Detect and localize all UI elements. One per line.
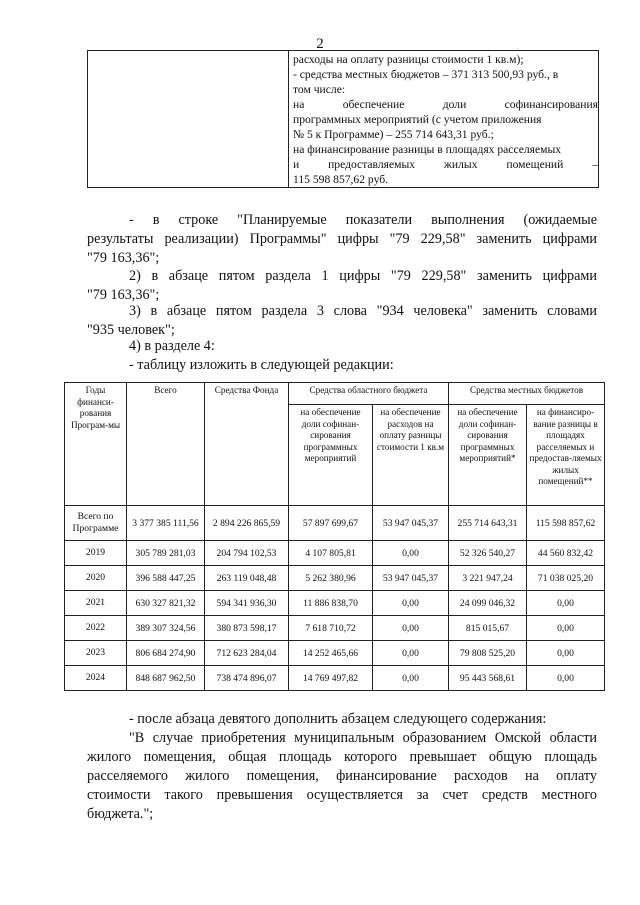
cell-regional-cofinancing: 4 107 805,81 <box>289 541 373 566</box>
header-total: Всего <box>127 383 205 506</box>
row-label: 2022 <box>65 616 127 641</box>
table-row <box>65 591 605 616</box>
cell-regional-cofinancing: 11 886 838,70 <box>289 591 373 616</box>
header-fund: Средства Фонда <box>205 383 289 506</box>
cell-regional-price-difference: 0,00 <box>373 541 449 566</box>
cell-line: - средства местных бюджетов – 371 313 500,93 руб., в <box>293 68 559 81</box>
row-label: 2019 <box>65 541 127 566</box>
cell-regional-price-difference: 0,00 <box>373 641 449 666</box>
cell-local-cofinancing: 95 443 568,61 <box>449 666 527 691</box>
cell-line: на финансирование разницы в площадях расселяемых <box>293 143 562 156</box>
cell-total: 305 789 281,03 <box>127 541 205 566</box>
cell-regional-cofinancing: 57 897 699,67 <box>289 506 373 541</box>
cell-fund: 204 794 102,53 <box>205 541 289 566</box>
cell-regional-cofinancing: 5 262 380,96 <box>289 566 373 591</box>
cell-local-area-difference: 44 560 832,42 <box>527 541 605 566</box>
amendment-paragraph-2: 2) в абзаце пятом раздела 1 цифры "79 229,58" заменить цифрами "79 163,36"; <box>87 268 597 303</box>
row-label: 2020 <box>65 566 127 591</box>
row-label: 2021 <box>65 591 127 616</box>
table-row <box>65 666 605 691</box>
cell-total: 389 307 324,56 <box>127 616 205 641</box>
cell-fund: 263 119 048,48 <box>205 566 289 591</box>
cell-local-area-difference: 0,00 <box>527 666 605 691</box>
header-regional-cofinancing: на обеспечение доли софинан-сирования программных мероприятий <box>289 405 373 506</box>
table-row <box>65 616 605 641</box>
cell-line: и предоставляемых жилых помещений – <box>293 158 598 171</box>
row-label: 2024 <box>65 666 127 691</box>
cell-local-cofinancing: 3 221 947,24 <box>449 566 527 591</box>
continuation-table <box>87 50 599 188</box>
cell-local-area-difference: 0,00 <box>527 591 605 616</box>
cell-fund: 594 341 936,30 <box>205 591 289 616</box>
cell-total: 806 684 274,90 <box>127 641 205 666</box>
cell-line: программных мероприятий (с учетом приложения <box>293 113 542 126</box>
cell-line: расходы на оплату разницы стоимости 1 кв.м); <box>293 53 524 66</box>
amendment-paragraph-6: - после абзаца девятого дополнить абзацем следующего содержания: <box>129 711 547 727</box>
cell-line: 115 598 857,62 руб. <box>293 173 389 186</box>
cell-local-area-difference: 115 598 857,62 <box>527 506 605 541</box>
inserted-paragraph: "В случае приобретения муниципальным образованием Омской области жилого помещения, общая площадь которого превышает общую площадь расселяемого жилого помещения, финансирование расходов на оплату стоимости такого превышения осуществляется за счет средств местного бюджета."; <box>87 730 597 822</box>
row-label: 2023 <box>65 641 127 666</box>
header-years: Годы финанси-рования Програм-мы <box>65 383 127 506</box>
table-row <box>65 541 605 566</box>
cell-fund: 380 873 598,17 <box>205 616 289 641</box>
row-label: Всего по Программе <box>65 506 127 541</box>
cell-local-cofinancing: 52 326 540,27 <box>449 541 527 566</box>
cell-total: 396 588 447,25 <box>127 566 205 591</box>
cell-fund: 738 474 896,07 <box>205 666 289 691</box>
header-local-area-difference: на финансиро-вание разницы в площадях расселяемых и предостав-ляемых жилых помещений** <box>527 405 605 506</box>
cell-line: № 5 к Программе) – 255 714 643,31 руб.; <box>293 128 494 141</box>
cell-regional-price-difference: 0,00 <box>373 666 449 691</box>
header-regional-price-difference: на обеспечение расходов на оплату разницы стоимости 1 кв.м <box>373 405 449 506</box>
cell-regional-cofinancing: 14 769 497,82 <box>289 666 373 691</box>
table-row <box>65 506 605 541</box>
cell-local-area-difference: 0,00 <box>527 616 605 641</box>
table-row <box>65 566 605 591</box>
financing-text-cell <box>289 51 599 188</box>
cell-local-cofinancing: 24 099 046,32 <box>449 591 527 616</box>
cell-line: том числе: <box>293 83 346 96</box>
header-local-budgets: Средства местных бюджетов <box>449 383 605 405</box>
cell-local-area-difference: 71 038 025,20 <box>527 566 605 591</box>
header-local-cofinancing: на обеспечение доли софинан-сирования программных мероприятий* <box>449 405 527 506</box>
cell-total: 3 377 385 111,56 <box>127 506 205 541</box>
cell-local-cofinancing: 79 808 525,20 <box>449 641 527 666</box>
amendment-paragraph-4: 4) в разделе 4: - таблицу изложить в следующей редакции: <box>129 338 394 373</box>
cell-line: на обеспечение доли софинансирования <box>293 98 598 111</box>
cell-regional-price-difference: 0,00 <box>373 616 449 641</box>
page-number: 2 <box>316 36 324 52</box>
financing-table <box>64 382 605 691</box>
amendment-paragraph-3: 3) в абзаце пятом раздела 3 слова "934 человека" заменить словами "935 человек"; <box>87 303 597 338</box>
amendment-paragraph-1: - в строке "Планируемые показатели выполнения (ожидаемые результаты реализации) Программы" цифры "79 229,58" заменить цифрами "79 163,36"; <box>87 212 597 266</box>
cell-fund: 712 623 284,04 <box>205 641 289 666</box>
cell-fund: 2 894 226 865,59 <box>205 506 289 541</box>
cell-local-area-difference: 0,00 <box>527 641 605 666</box>
cell-regional-price-difference: 53 947 045,37 <box>373 566 449 591</box>
cell-regional-price-difference: 0,00 <box>373 591 449 616</box>
table-row <box>65 641 605 666</box>
cell-total: 630 327 821,32 <box>127 591 205 616</box>
cell-local-cofinancing: 255 714 643,31 <box>449 506 527 541</box>
cell-regional-cofinancing: 7 618 710,72 <box>289 616 373 641</box>
empty-cell <box>88 51 289 188</box>
header-regional-budget: Средства областного бюджета <box>289 383 449 405</box>
cell-local-cofinancing: 815 015,67 <box>449 616 527 641</box>
cell-regional-cofinancing: 14 252 465,66 <box>289 641 373 666</box>
cell-regional-price-difference: 53 947 045,37 <box>373 506 449 541</box>
cell-total: 848 687 962,50 <box>127 666 205 691</box>
